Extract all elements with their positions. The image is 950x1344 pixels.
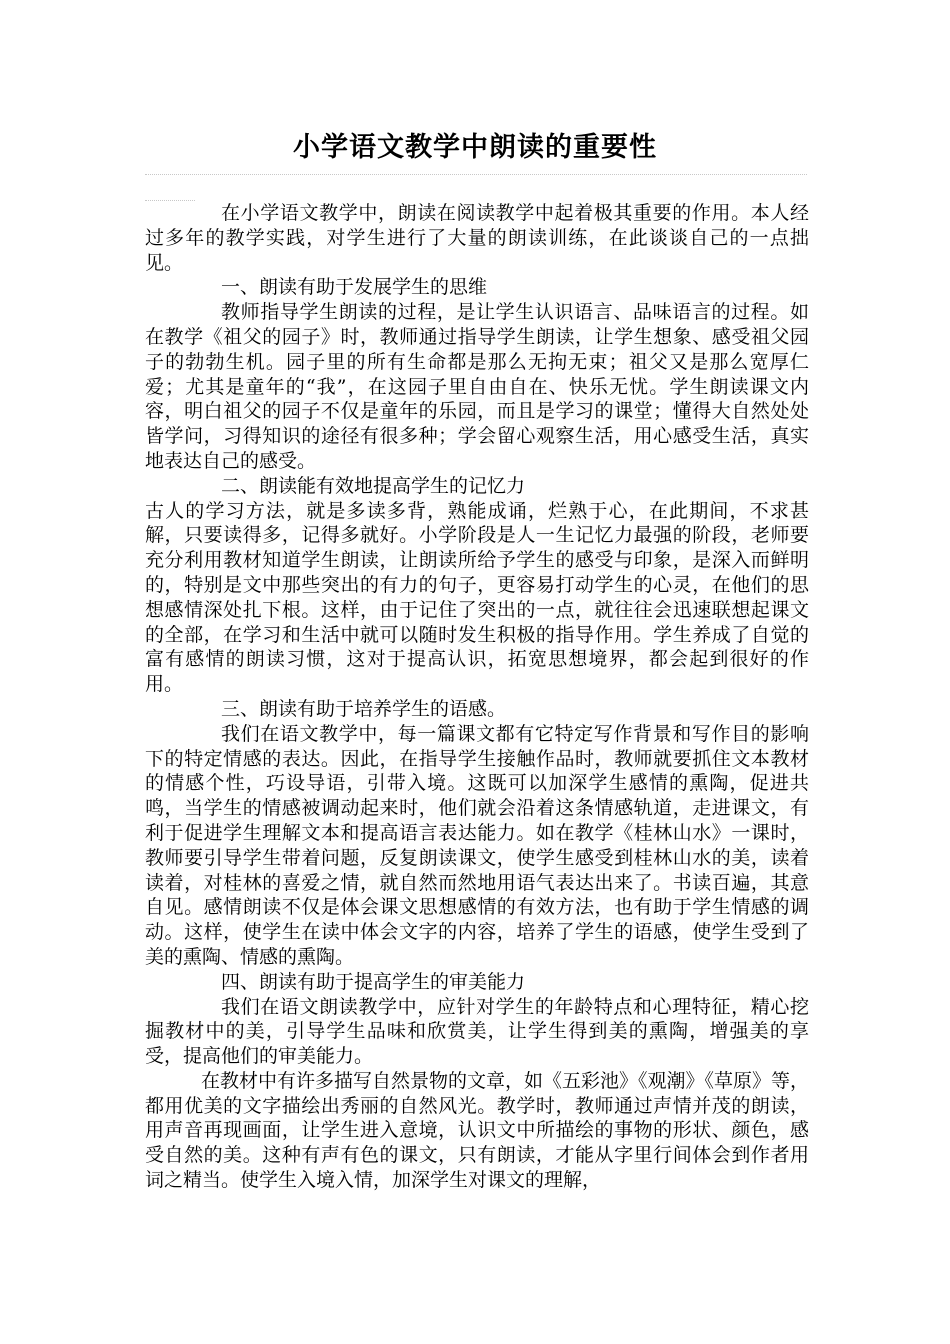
section-heading-4: 四、朗读有助于提高学生的审美能力 bbox=[221, 970, 526, 993]
title-divider bbox=[145, 174, 807, 175]
section-heading-1: 一、朗读有助于发展学生的思维 bbox=[221, 276, 488, 299]
paragraph-section-2: 古人的学习方法，就是多读多背，熟能成诵，烂熟于心，在此期间，不求甚解，只要读得多，记得多就好。小学阶段是人一生记忆力最强的阶段，老师要充分利用教材知道学生朗读，让朗读所给予学生的感受与印象，是深入而鲜明的，特别是文中那些突出的有力的句子，更容易打动学生的心灵，在他们的思想感情深处扎下根。这样，由于记住了突出的一点，就往往会迅速联想起课文的全部，在学习和生活中就可以随时发生积极的指导作用。学生养成了自觉的富有感情的朗读习惯，这对于提高认识，拓宽思想境界，都会起到很好的作用。 bbox=[145, 499, 809, 696]
paragraph-section-4-continued: 在教材中有许多描写自然景物的文章，如《五彩池》《观潮》《草原》等，都用优美的文字描绘出秀丽的自然风光。教学时，教师通过声情并茂的朗读，用声音再现画面，让学生进入意境，认识文中所描绘的事物的形状、颜色，感受自然的美。这种有声有色的课文，只有朗读，才能从字里行间体会到作者用词之精当。使学生入境入情，加深学生对课文的理解， bbox=[145, 1069, 810, 1192]
section-heading-3: 三、朗读有助于培养学生的语感。 bbox=[221, 697, 507, 720]
document-title: 小学语文教学中朗读的重要性 bbox=[293, 132, 657, 163]
paragraph-section-4: 我们在语文朗读教学中，应针对学生的年龄特点和心理特征，精心挖掘教材中的美，引导学生品味和欣赏美，让学生得到美的熏陶，增强美的享受，提高他们的审美能力。 bbox=[145, 995, 809, 1068]
paragraph-intro: 在小学语文教学中，朗读在阅读教学中起着极其重要的作用。本人经过多年的教学实践，对学生进行了大量的朗读训练，在此谈谈自己的一点拙见。 bbox=[145, 202, 809, 274]
paragraph-section-1: 教师指导学生朗读的过程，是让学生认识语言、品味语言的过程。如在教学《祖父的园子》时，教师通过指导学生朗读，让学生想象、感受祖父园子的勃勃生机。园子里的所有生命都是那么无拘无束；祖父又是那么宽厚仁爱；尤其是童年的“我”，在这园子里自由自在、快乐无忧。学生朗读课文内容，明白祖父的园子不仅是童年的乐园，而且是学习的课堂；懂得大自然处处皆学问，习得知识的途径有很多种；学会留心观察生活，用心感受生活，真实地表达自己的感受。 bbox=[145, 301, 809, 472]
section-heading-2: 二、朗读能有效地提高学生的记忆力 bbox=[221, 474, 526, 497]
paragraph-section-3: 我们在语文教学中，每一篇课文都有它特定写作背景和写作目的影响下的特定情感的表达。因此，在指导学生接触作品时，教师就要抓住文本教材的情感个性，巧设导语，引带入境。这既可以加深学生感情的熏陶，促进共鸣，当学生的情感被调动起来时，他们就会沿着这条情感轨道，走进课文，有利于促进学生理解文本和提高语言表达能力。如在教学《桂林山水》一课时，教师要引导学生带着问题，反复朗读课文，使学生感受到桂林山水的美，读着读着，对桂林的喜爱之情，就自然而然地用语气表达出来了。书读百遍，其意自见。感情朗读不仅是体会课文思想感情的有效方法，也有助于学生情感的调动。这样，使学生在读中体会文字的内容，培养了学生的语感，使学生受到了美的熏陶、情感的熏陶。 bbox=[145, 722, 809, 968]
document-body bbox=[145, 201, 809, 1193]
